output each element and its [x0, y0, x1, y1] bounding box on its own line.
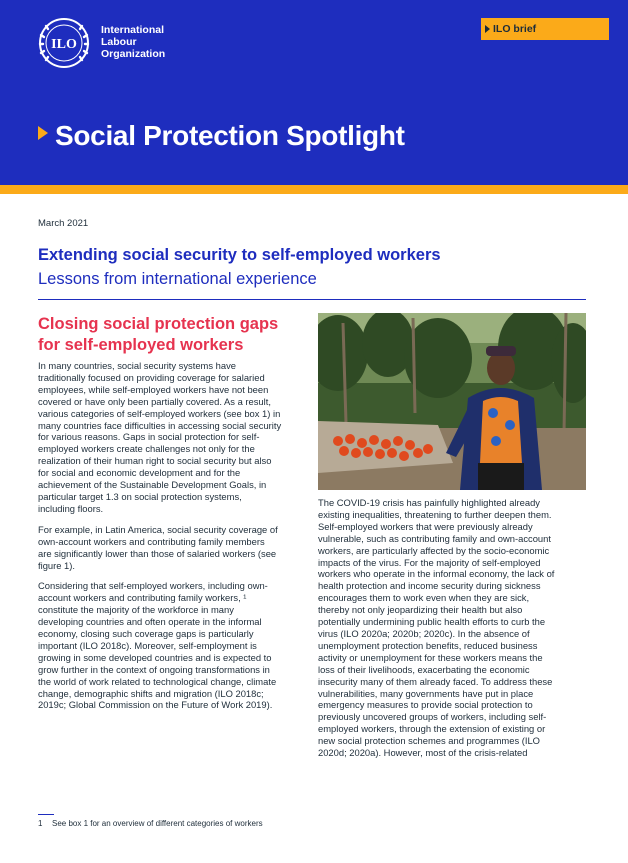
text-line: Considering that self-employed workers, including own- — [38, 580, 268, 592]
text-line: including floors. — [38, 502, 104, 514]
section-heading — [38, 314, 308, 356]
section-heading-line: for self-employed workers — [38, 336, 244, 354]
text-line: virus (ILO 2020a; 2020b; 2020c). In the absence of — [318, 627, 530, 639]
text-line: The COVID-19 crisis has painfully highlighted already — [318, 497, 540, 508]
market-vendor-photo — [318, 313, 586, 490]
header-accent-stripe — [0, 185, 628, 194]
text-line: own-account workers and contributing family members — [38, 535, 265, 547]
text-line: workers who operate in the informal economy, the lack of — [318, 568, 555, 580]
text-line: traditionally focused on providing coverage for salaried — [38, 371, 265, 383]
footnote-text: See box 1 for an overview of different categories of workers — [52, 819, 263, 828]
text-line: new social protection schemes and programmes (ILO — [318, 735, 540, 747]
text-line: vulnerabilities, many governments have put in place — [318, 687, 534, 699]
document-title: Extending social security to self-employed workers — [38, 246, 441, 264]
triangle-right-icon — [485, 25, 490, 33]
text-line: potentially undermining public health efforts to curb the — [318, 616, 546, 628]
text-line: employed workers, through the extension of existing or — [318, 723, 546, 735]
text-line: emergency measures to provide social protection to — [318, 699, 533, 711]
text-line: For example, in Latin America, social security coverage of — [38, 523, 278, 535]
text-line: vulnerable, such as contributing family and own-account — [318, 532, 551, 544]
ilo-emblem-icon — [38, 17, 90, 69]
organization-name — [101, 24, 221, 60]
header-banner — [0, 0, 628, 185]
text-line: employed workers create challenges not only for the — [38, 443, 255, 455]
text-line: workers, are particularly affected by the socio-economic — [318, 544, 550, 556]
text-line: account workers and contributing family workers, ¹ — [38, 592, 247, 604]
title-divider — [38, 299, 586, 300]
text-line: loss of their livelihoods, exacerbating the economic — [318, 663, 530, 675]
text-line: health protection and income security during sickness — [318, 580, 541, 592]
org-name-line: Organization — [101, 48, 166, 60]
text-line: In many countries, social security systems have — [38, 360, 236, 371]
text-line: for various reasons. Gaps in social protection for self- — [38, 431, 260, 443]
paragraph-self-employment — [38, 580, 310, 711]
org-name-line: International — [101, 24, 165, 36]
text-line: change, demographic shifts and migration (ILO 2018c; — [38, 687, 264, 699]
paragraph-covid — [318, 497, 590, 759]
publication-date: March 2021 — [38, 218, 89, 229]
right-column — [318, 497, 590, 768]
document-subtitle: Lessons from international experience — [38, 270, 317, 288]
section-heading-line: Closing social protection gaps — [38, 315, 279, 333]
text-line: thereby not only jeopardizing their health but also — [318, 604, 523, 616]
left-column — [38, 360, 310, 720]
text-line: achievement of the Sustainable Development Goals, in — [38, 479, 267, 491]
text-line: grow further in the context of ongoing transformations in — [38, 663, 270, 675]
text-line: developing countries and often operate in the informal — [38, 616, 262, 628]
brief-tag-label: ILO brief — [493, 23, 537, 35]
triangle-right-icon — [38, 126, 48, 140]
text-line: encourages them to work even when they are sick, — [318, 592, 530, 604]
ilo-brief-tag — [481, 18, 609, 40]
text-line: economy, closing such coverage gaps is particularly — [38, 628, 254, 640]
text-line: activity or unemployment for these workers means the — [318, 651, 543, 663]
text-line: important (ILO 2018c). Moreover, self-employment is — [38, 639, 257, 651]
paragraph-intro — [38, 360, 310, 515]
footnote — [38, 819, 263, 828]
text-line: realization of their human right to social security but also — [38, 455, 272, 467]
text-line: are significantly lower than those of salaried workers (see — [38, 547, 277, 559]
text-line: Self-employed workers that were previously already — [318, 520, 533, 532]
series-title-text: Social Protection Spotlight — [55, 120, 405, 151]
org-name-line: Labour — [101, 36, 137, 48]
text-line: particular target 1.3 on social protection systems, — [38, 490, 242, 502]
text-line: growing in some developed countries and is expected to — [38, 651, 272, 663]
text-line: 2019c; Global Commission on the Future of Work 2019). — [38, 699, 273, 711]
footnote-divider — [38, 814, 54, 815]
svg-text:ILO: ILO — [51, 37, 77, 52]
text-line: various categories of self-employed workers (see box 1) in — [38, 407, 281, 419]
text-line: 2020d; 2020a). However, most of the crisis-related — [318, 747, 528, 759]
text-line: existing inequalities, threatening to further deepen them. — [318, 508, 552, 520]
text-line: many countries face difficulties in accessing social security — [38, 419, 282, 431]
text-line: unemployment protection benefits, reduced business — [318, 639, 538, 651]
text-line: covered or have only been partially covered. As a result, — [38, 395, 271, 407]
text-line: impacts of the virus. For the majority of self-employed — [318, 556, 541, 568]
paragraph-latin-america — [38, 524, 310, 572]
series-title — [38, 118, 405, 154]
text-line: for social and economic development and for the — [38, 467, 241, 479]
footnote-number: 1 — [38, 819, 43, 828]
text-line: employees, while self-employed workers have not been — [38, 383, 269, 395]
text-line: insecurity many of them already faced. To address these — [318, 675, 553, 687]
text-line: constitute the majority of the workforce in many — [38, 604, 234, 616]
text-line: figure 1). — [38, 559, 75, 571]
text-line: previously uncovered groups of workers, including self- — [318, 711, 547, 723]
text-line: the world of work related to technological change, climate — [38, 675, 277, 687]
